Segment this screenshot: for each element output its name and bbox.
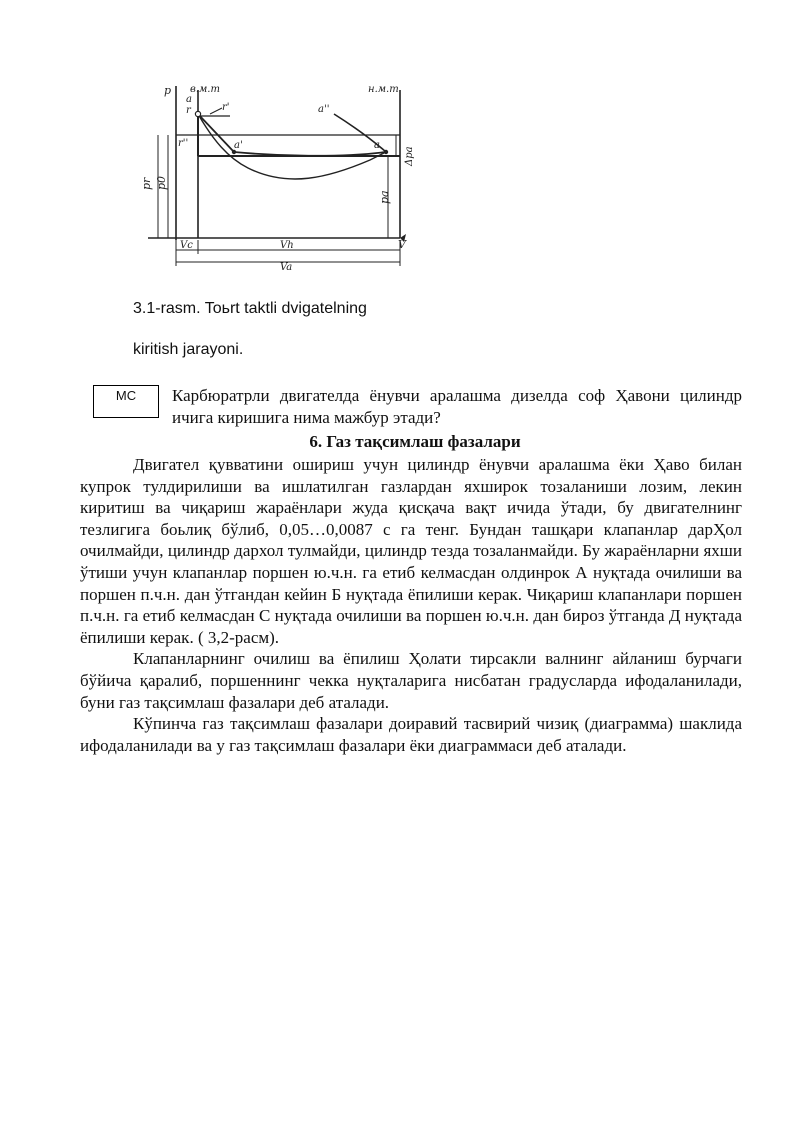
label-p: p (164, 84, 172, 97)
section-heading: 6. Газ тақсимлаш фазалари (309, 432, 521, 451)
question-text: Карбюратрли двигателда ёнувчи аралашма дизелда соф Ҳавони цилиндр ичига киришига нима мажбур этади? (172, 386, 742, 427)
label-r: r (186, 105, 191, 116)
body-paragraph: Клапанларнинг очилиш ва ёпилиш Ҳолати тирсакли валнинг айланиш бурчаги бўйича қаралиб, поршеннинг чекка нуқталарига нисбатан градусларда ифодаланилади, буни газ тақсимлаш фазалари деб аталади. (80, 649, 742, 712)
question-type-badge: MC (93, 385, 159, 418)
point-a (384, 150, 388, 154)
label-a: a (186, 94, 192, 105)
label-vc: Vc (180, 240, 193, 251)
section-body (80, 454, 742, 756)
label-pa: pa (378, 190, 391, 204)
label-v: V (398, 238, 406, 251)
body-paragraph: Кўпинча газ тақсимлаш фазалари доиравий тасвирий чизиқ (диаграмма) шаклида ифодаланилади ва у газ тақсимлаш фазалари ёки диаграммаси деб аталади. (80, 714, 742, 755)
point-r (195, 111, 200, 116)
label-p0: p0 (155, 175, 168, 190)
figure-caption-line-2: kiritish jarayoni. (133, 341, 244, 358)
label-a-double-prime: a'' (318, 104, 330, 115)
label-delta-pa: Δpa (404, 146, 415, 166)
body-paragraph: Двигател қувватини ошириш учун цилиндр ёнувчи аралашма ёки Ҳаво билан купрок тулдирилиши ва ишлатилган газлардан яхширок тозаланиши лозим, лекин киритиш ва чиқариш жараёнлари жуда қисқача вақт ичида ўтади, бу двигателнинг тезлигига боьлиқ бўлиб, 0,05…0,0087 с га тенг. Бундан ташқари клапанлар дарҲол очилмайди, цилиндр дархол тулмайди, цилиндр тезда тозаланмайди. Бу жараёнларни яхши ўтиши учун клапанлар поршен ю.ч.н. га етиб келмасдан олдинрок А нуқтада очилиши ва поршен п.ч.н. дан ўтгандан кейин Б нуқтада ёпилиши керак. Чиқариш клапанлари поршен п.ч.н. га етиб келмасдан С нуқтада очилиши ва поршен ю.ч.н. дан бироз ўтганда Д нуқтада ёпилиши керак. ( 3,2-расм). (80, 455, 742, 647)
label-nmt: н.м.т (368, 84, 399, 95)
exhaust-line (198, 114, 234, 152)
label-r-prime: r' (222, 102, 230, 113)
label-pr: pr (140, 177, 153, 190)
label-va: Va (280, 262, 293, 273)
intake-curve (198, 114, 386, 179)
label-vmt: в.м.т (190, 84, 220, 95)
figure-caption-line-1: 3.1-rasm. Toьrt taktli dvigatelning (133, 300, 367, 317)
label-vh: Vh (280, 240, 294, 251)
pv-diagram (138, 80, 423, 275)
label-r-double-prime: r'' (178, 138, 189, 149)
label-a-prime: a' (234, 140, 243, 151)
label-a-point: a (374, 140, 380, 151)
pv-diagram-figure (138, 80, 423, 275)
